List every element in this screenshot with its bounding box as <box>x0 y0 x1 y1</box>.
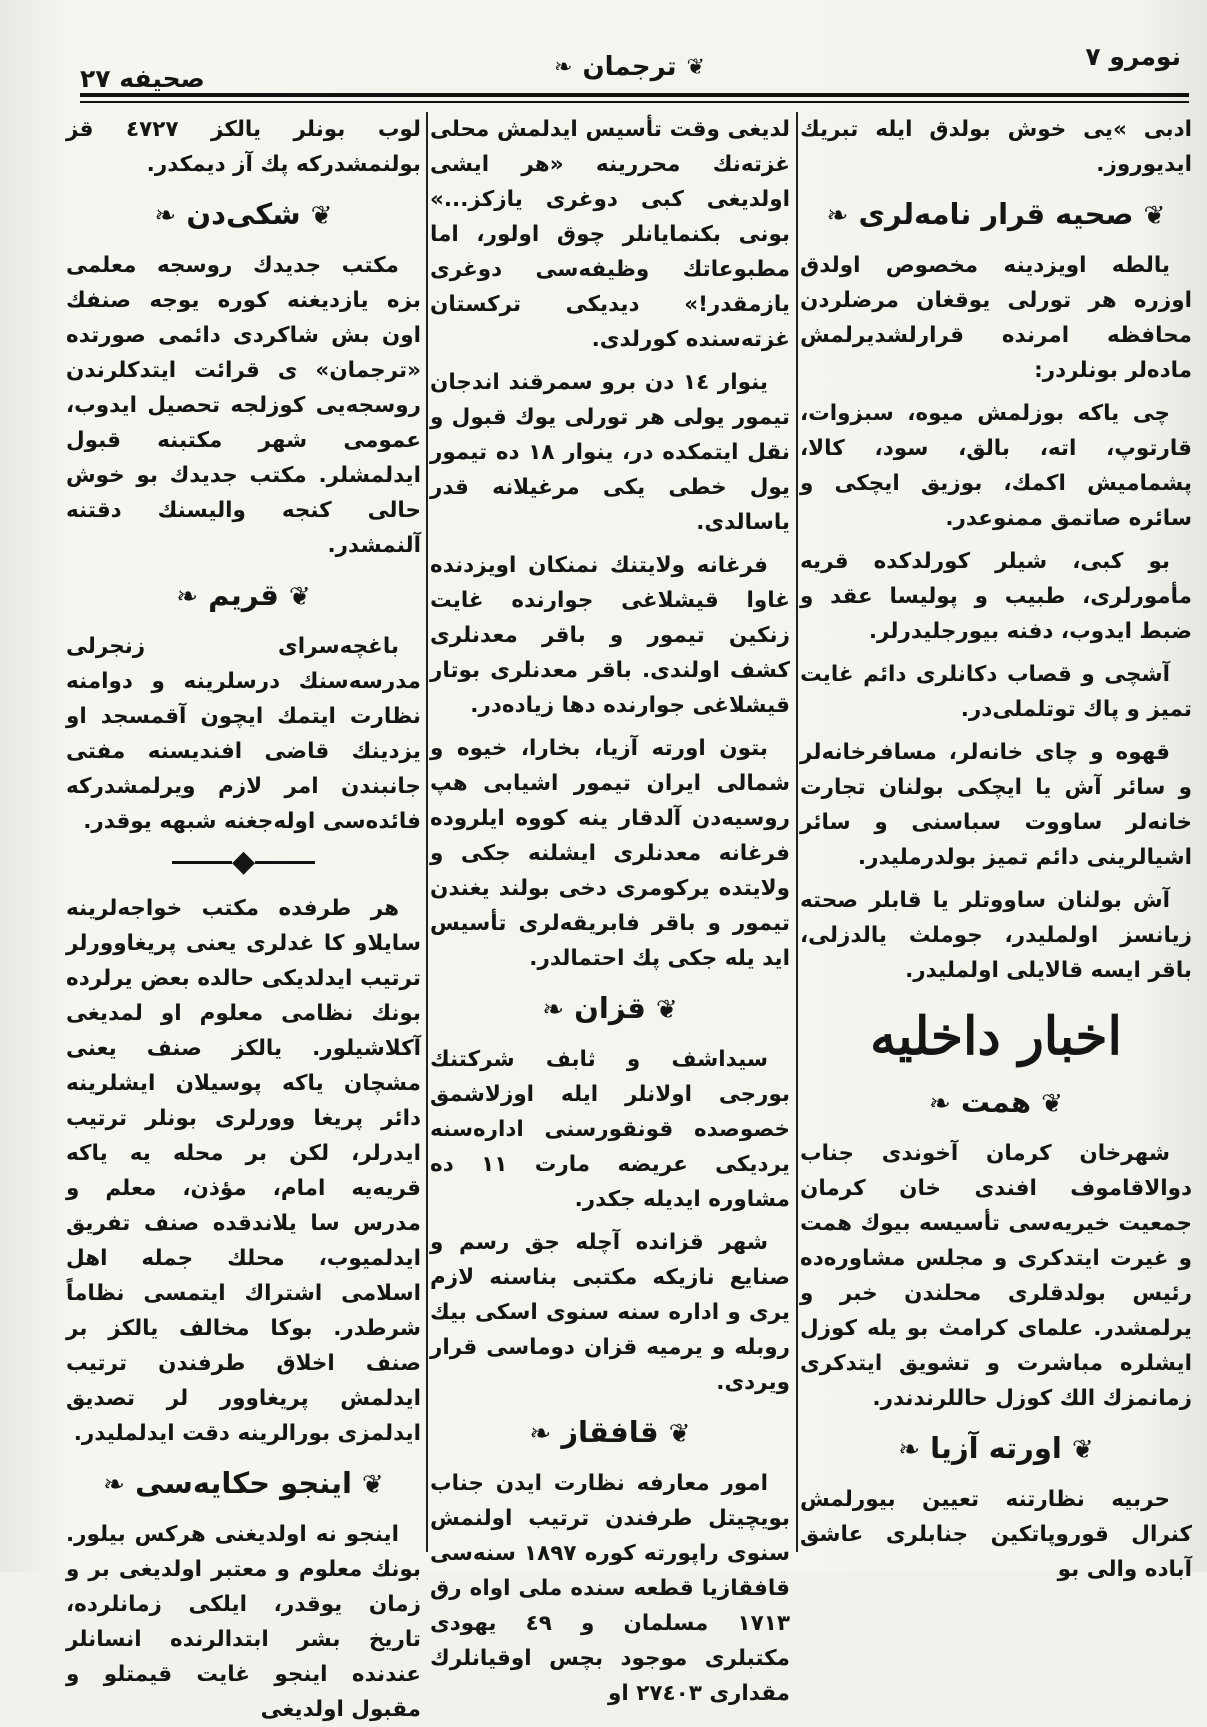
section-heading <box>66 575 421 617</box>
ornament-icon: ❧ <box>929 1089 951 1119</box>
section-heading <box>430 988 790 1030</box>
section-heading <box>800 1082 1192 1124</box>
paragraph: بو كبى، شيلر كورلدكده قريه مأمورلرى، طبيب و پوليسا عقد و ضبط ايدوب، دفنه بيورجليدرلر. <box>800 549 1192 644</box>
paragraph: سيداشف و ثابف شركتنك بورجى اولانلر ايله اوزلاشمق خصوصده قونقورسنى اداره‌سنه يرديكى عريضه مارت ١١ ده مشاوره ايديله جكدر. <box>430 1047 790 1212</box>
ornament-icon: ❦ <box>668 1419 691 1449</box>
heading-text: قزان <box>574 991 646 1025</box>
section-title-large: اخبار داخليه <box>870 1006 1122 1067</box>
column-divider <box>796 112 798 1552</box>
heading-text: قافقاز <box>561 1415 659 1449</box>
paragraph: آش بولنان ساووتلر يا قابلر صحته زيانسز اولمليدر، جوملث يالدزلى، باقر ايسه قالايلى اولمليدر. <box>800 888 1192 983</box>
paragraph: چى ياكه بوزلمش ميوه، سبزوات، قارتوپ، اته، بالق، سود، كالا، پشماميش اكمك، بوزيق ايچكى و سائره صاتمق ممنوعدر. <box>800 401 1192 531</box>
ornament-icon: ❦ <box>361 1470 384 1500</box>
page-number: صحيفه ٢٧ <box>80 64 205 93</box>
paragraph: يالطه اويزدينه مخصوص اولدق اوزره هر تورلى يوقغان مرضلردن محافظه امرنده قرارلشديرلمش ماده‌لر بونلردر: <box>800 253 1192 383</box>
paragraph: مكتب جديدك روسجه معلمى بزه يازديغنه كوره يوجه صنفك اون بش شاكردى دائمى صورتده «ترجمان» ى قرائت ايتدكلرندن روسجه‌يى كوزلجه تحصيل ايدوب، عمومى شهر مكتبنه قبول ايدلمشلر. مكتب جديدك بو خوش حالى كنجه واليسنك دقتنه آلنمشدر. <box>66 253 421 558</box>
ornament-icon: ❦ <box>1041 1089 1063 1119</box>
paragraph: لوب بونلر يالكز ٤٧٢٧ قز بولنمشدركه پك آز ديمكدر. <box>66 117 421 177</box>
paper-title: ترجمان <box>582 52 677 82</box>
divider-line <box>255 861 315 864</box>
ornament-icon: ❦ <box>310 201 333 231</box>
paragraph: ينوار ١٤ دن برو سمرقند اندجان تيمور يولى هر تورلى يوك قبول و نقل ايتمكده در، ينوار ١٨ ده تيمور يول خطى يكى مرغيلانه قدر ياسالدى. <box>430 370 790 535</box>
diamond-icon: ◆ <box>231 844 256 879</box>
header-rule <box>80 93 1189 97</box>
paragraph: ادبى »يى خوش بولدق ايله تبريك ايديوروز. <box>800 117 1192 177</box>
issue-number: نومرو ٧ <box>1085 42 1181 71</box>
ornament-icon: ❦ <box>1071 1435 1094 1465</box>
ornament-icon: ❧ <box>154 201 177 231</box>
paragraph: شهر قزانده آچله جق رسم و صنايع نازيكه مكتبى بناسنه لازم يرى و اداره سنه سنوى اسكى بيك روبله و يرميه قزان دوماسى قرار ويردى. <box>430 1230 790 1395</box>
heading-text: قريم <box>208 578 279 612</box>
heading-text: شكى‌دن <box>186 197 301 231</box>
section-heading <box>800 1428 1192 1470</box>
paragraph: امور معارفه نظارت ايدن جناب بويچيتل طرفندن ترتيب اولنمش سنوى راپورته كوره ١٨٩٧ سنه‌سى قافقازيا قطعه سنده ملى اواه رق ١٧١٣ مسلمان و ٤٩ يهودى مكتبلرى موجود بچس اوقيانلرك مقدارى ٢٧٤٠٣ او <box>430 1471 790 1706</box>
paragraph: اينجو نه اولديغنى هركس بيلور. بونك معلوم و معتبر اولديغى بر و زمان يوقدر، ايلكى زمانلرده، تاريخ بشر ابتدالرنده انسانلر عندنده اينجو غايت قيمتلو و مقبول اولديغى <box>66 1522 421 1722</box>
ornament-icon: ❧ <box>103 1470 126 1500</box>
paragraph: قهوه و چاى خانه‌لر، مسافرخانه‌لر و سائر آش يا ايچكى بولنان تجارت خانه‌لر ساووت سباسنى و سائر اشيالرينى دائم تميز بولدرمليدر. <box>800 740 1192 870</box>
heading-text: صحيه قرار نامه‌لرى <box>858 197 1134 231</box>
section-heading <box>800 194 1192 236</box>
ornament-icon: ❦ <box>288 582 311 612</box>
ornament-icon: ❦ <box>686 55 705 80</box>
ornament-icon: ❧ <box>529 1419 552 1449</box>
column-divider <box>426 112 428 1552</box>
paragraph: بتون اورته آزيا، بخارا، خيوه و شمالى ايران تيمور اشيابى هپ روسيه‌دن آلدقار ينه كووه ايلروده فرغانه معدنلرى ايشلنه جكى و ولايتده يركومرى دخى بولند يغندن تيمور و باقر فابريقه‌لرى تأسيس ايد يله جكى پك احتمالدر. <box>430 736 790 971</box>
paragraph: لديغى وقت تأسيس ايدلمش محلى غزته‌نك محررينه «هر ايشى اولديغى كبى دوغرى يازكز...» بونى بكنمايانلر چوق اولور، اما مطبوعاتك وظيفه‌سى دوغرى يازمقدر!» ديديكى تركستان غزته‌سنده كورلدى. <box>430 117 790 352</box>
paragraph: هر طرفده مكتب خواجه‌لرينه سايلاو كا غدلرى يعنى پريغاوورلر ترتيب ايدلديكى حالده بعض يرلرده بونك نظامى معلوم او لمديغى آكلاشيلور. يالكز صنف يعنى مشچان ياكه پوسيلان ايشلرينه دائر پريغا وورلرى بونلر ترتيب ايدرلر، لكن بر محله يه ياكه قريه‌يه امام، مؤذن، معلم و مدرس سا يلاندقده صنف تفريق ايدلميوب، محلك جمله اهل اسلامى اشتراك ايتمسى نظاماً شرطدر. بوكا مخالف يالكز بر صنف اخلاق طرفندن ترتيب ايدلمش پريغاوور لر تصديق ايدلمزى بورالرينه دقت ايدلمليدر. <box>66 896 421 1446</box>
ornament-icon: ❧ <box>826 201 849 231</box>
section-heading <box>66 194 421 236</box>
heading-text: اينجو حكايه‌سى <box>135 1466 352 1500</box>
heading-text: اورته آزيا <box>930 1431 1062 1465</box>
page-header <box>70 38 1189 108</box>
header-rule-thin <box>80 101 1189 103</box>
section-divider <box>66 844 421 879</box>
heading-text: همت <box>960 1085 1032 1119</box>
left-column <box>66 112 421 1722</box>
paragraph: باغچه‌سراى زنجرلى مدرسه‌سنك درسلرينه و دوامنه نظارت ايتمك ايچون آقمسجد او يزدينك قاضى افنديسنه مفتى جانبندن امر لازم ويرلمشدركه فائده‌سى اوله‌جغنه شبهه يوقدر. <box>66 634 421 834</box>
section-heading <box>66 1463 421 1505</box>
ornament-icon: ❦ <box>655 995 678 1025</box>
ornament-icon: ❧ <box>176 582 199 612</box>
ornament-icon: ❧ <box>898 1435 921 1465</box>
paragraph: شهرخان كرمان آخوندى جناب دوالاقاموف افندى خان كرمان جمعيت خيريه‌سى تأسيسه بيوك همت و غيرت ايتدكرى و مجلس مشاوره‌ده رئيس بولدقلرى محلندن خبر و يرلمشدر. علماى كرامث بو يله كوزل ايشلره مباشرت و تشويق ايتدكرى زمانمزك الك كوزل حاللرندندر. <box>800 1141 1192 1411</box>
ornament-icon: ❧ <box>542 995 565 1025</box>
paragraph: آشچى و قصاب دكانلرى دائم غايت تميز و پاك توتلملى‌در. <box>800 662 1192 722</box>
section-heading <box>430 1412 790 1454</box>
middle-column <box>430 112 790 1706</box>
right-column <box>800 112 1192 1582</box>
paragraph: حربيه نظارتنه تعيين بيورلمش كنرال قوروپاتكين جنابلرى عاشق آباده والى بو <box>800 1487 1192 1582</box>
masthead <box>70 52 1189 82</box>
paragraph: فرغانه ولايتنك نمنكان اويزدنده غاوا قيشلاغى جوارنده غايت زنكين تيمور و باقر معدنلرى كشف اولندى. باقر معدنلرى بوتار قيشلاغى جوارنده دها زياده‌در. <box>430 553 790 718</box>
ornament-icon: ❦ <box>1143 201 1166 231</box>
divider-line <box>172 861 232 864</box>
ornament-icon: ❧ <box>554 55 573 80</box>
